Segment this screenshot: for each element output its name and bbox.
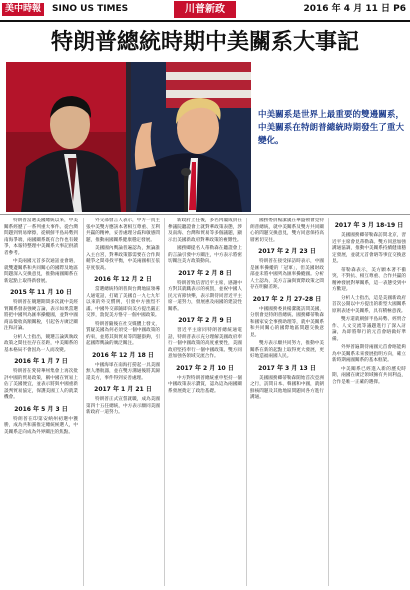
- page-headline: 特朗普總統時期中美關系大事記: [50, 29, 359, 55]
- page-number: P6: [393, 4, 406, 14]
- leaders-photo: [6, 62, 251, 212]
- entry-date-heading: 2015 年 11 月 10 日: [10, 289, 72, 296]
- article-paragraph: 特朗普當選美國總統以來，中美關系經歷了一系列重大事件。從台灣問題到貿易摩擦，從朝鮮半島局勢到南海爭端，兩國關系既有合作也有競爭，本報特整理中美關系大事記供讀者參考。: [4, 218, 78, 256]
- article-paragraph: 外界普遍期待兩國元首會晤能夠為中美關系未來發展指明方向，確立新時期兩國關系的基本框架。: [332, 345, 406, 363]
- article-paragraph: 新政府上任後，多名內閣成員在參議院聽證會上就對華政策表態，涉及南海、台灣和貿易等多個議題，顯示出美國新政府對華政策的複雜性。: [168, 218, 242, 243]
- entry-date-heading: 2017 年 2 月 9 日: [178, 317, 232, 324]
- column-divider: [83, 218, 84, 586]
- article-paragraph: 特朗普在印第安納州初選中獲勝，成為共和黨推定總統候選人，中美關系走向成為外界關注的焦點。: [4, 416, 78, 435]
- newspaper-logo: 美中時報: [2, 3, 44, 16]
- column-divider: [246, 218, 247, 586]
- article-paragraph: 特朗普正式宣誓就職，成為美國第四十五任總統，中方表示願同美國新政府一道努力。: [86, 397, 160, 415]
- entry-date-heading: 2017 年 3 月 13 日: [258, 364, 316, 372]
- article-paragraph: 外交部發言人表示，中方一貫主張中美雙方應該本著相互尊重、互利共贏的精神，妥善處理分歧和敏感問題，推動兩國關系健康穩定發展。: [86, 218, 160, 243]
- issue-date: 2016 年 4 月 11 日: [303, 4, 390, 14]
- article-paragraph: 特朗普隨後在社交媒體上發文，質疑美國為何必須受一個中國政策的約束，並將其與貿易等問題掛鉤，引起國際輿論的廣泛關注。: [86, 321, 160, 346]
- article-paragraph: 蒂勒森表示，美方願本著不衝突、不對抗、相互尊重、合作共贏的精神發展對華關系，這一表態受到中方歡迎。: [332, 267, 406, 292]
- dateline: [303, 3, 406, 16]
- article-paragraph: 分析人士指出，這是美國新政府首次公開以中方提出的新型大國關系原則表述中美關系，具有積極意義。: [332, 295, 406, 314]
- article-column-5: [332, 218, 406, 586]
- article-paragraph: 特朗普在競選期間多次就中美經貿關系發表強硬言論，表示如果當選將把中國列為匯率操縱國，並對中國商品徵收高額關稅，引起各方廣泛關注和討論。: [4, 300, 78, 331]
- column-divider: [328, 218, 329, 586]
- article-column-1: [4, 218, 78, 586]
- article-paragraph: 美國國務卿蒂勒森訪問北京，習近平主席會見蒂勒森。雙方同意加強溝通協調，推動中美關系持續健康穩定發展，並就元首會晤等事宜交換意見。: [332, 233, 406, 264]
- article-paragraph: 中國海軍在南海打撈起一具美國無人潛航器，並在雙方溝通後將其歸還美方，事件得到妥善處理。: [86, 362, 160, 381]
- entry-date-heading: 2017 年 2 月 8 日: [178, 269, 232, 277]
- entry-date-heading: 2016 年 1 月 7 日: [14, 358, 68, 365]
- column-divider: [164, 218, 165, 586]
- entry-date-heading: 2016 年 12 月 18 日: [92, 351, 154, 359]
- entry-date-heading: 2016 年 5 月 3 日: [14, 405, 68, 413]
- entry-date-heading: 2017 年 2 月 10 日: [176, 364, 234, 372]
- masthead: [0, 0, 410, 19]
- article-paragraph: 美國國內輿論普遍認為，無論誰入主白宮，對華政策都需要在合作與競爭之間尋找平衡，中美兩國相互依存度很高。: [86, 246, 160, 271]
- article-paragraph: 習近平主席同特朗普總統通電話，特朗普表示充分理解美國政府奉行一個中國政策的高度重要性，美國政府堅持奉行一個中國政策。雙方同意加強各領域交流合作。: [168, 328, 242, 359]
- article-column-4: [250, 218, 324, 586]
- article-paragraph: 國務委員楊潔篪在華盛頓會見特朗普總統，就中美關系及雙方共同關心的問題交換意見，雙方同意保持高層密切交往。: [250, 218, 324, 243]
- leaders-photo-illustration: [6, 62, 251, 212]
- article-paragraph: 特朗普在愛荷華州集會上再次批評中國的貿易政策，稱中國在貿易上佔了美國便宜，並表示將與中國重新談判貿易協定，保護美國工人的就業機會。: [4, 369, 78, 400]
- article-paragraph: 雙方表示願共同努力，推動中美關系在新的起點上取得更大發展，更好地造福兩國人民。: [250, 341, 324, 359]
- article-paragraph: 中方對特朗普總統重申堅持一個中國政策表示讚賞，認為這為兩國關系發展奠定了政治基礎。: [168, 375, 242, 394]
- entry-date-heading: 2017 年 2 月 23 日: [258, 248, 316, 255]
- article-paragraph: 中美兩國元首多次通話並會晤，就雙邊關系和共同關心的國際及地區問題深入交換意見，推動兩國關系在新起點上取得新發展。: [4, 259, 78, 284]
- article-body: [4, 218, 406, 586]
- article-paragraph: 國務卿提名人蒂勒森在聽證會上的言論引發中方關注，中方表示將密切關注美方政策動向。: [168, 246, 242, 264]
- article-paragraph: 雙方還就朝鮮半島局勢、經貿合作、人文交流等議題進行了深入討論，為即將舉行的元首會晤做好準備。: [332, 317, 406, 342]
- article-paragraph: 中國國務委員楊潔篪訪問美國，分別會見特朗普總統、國務卿蒂勒森和國家安全事務助理等，就中美關系和共同關心的國際地區問題交換意見。: [250, 306, 324, 338]
- article-paragraph: 中美關系已經進入新的歷史時期，兩國在廣泛領域擁有共同利益，合作是唯一正確的選擇。: [332, 366, 406, 385]
- article-column-2: [86, 218, 160, 586]
- article-paragraph: 當選總統特朗普與台灣地區領導人通電話，打破了美國自一九七九年以來的外交慣例，引發中方強烈不滿。中國外交部隨即向美方提出嚴正交涉，敦促美方恪守一個中國政策。: [86, 287, 160, 318]
- entry-date-heading: 2017 年 3 月 18-19 日: [334, 222, 404, 229]
- publication-name: SINO US TIMES: [52, 4, 129, 14]
- article-column-3: [168, 218, 242, 586]
- article-paragraph: 特朗普致信習近平主席，感謝中方對其就職表示的祝賀，並祝中國人民元宵節快樂，表示期待同習近平主席一道努力，發展惠及兩國的建設性關系。: [168, 280, 242, 312]
- entry-date-heading: 2017 年 1 月 21 日: [94, 386, 152, 393]
- entry-date-heading: 2017 年 2 月 27-28 日: [252, 295, 322, 303]
- masthead-rule: [0, 20, 410, 22]
- article-paragraph: 美國國務卿蒂勒森開始首次亞洲之行，訪問日本、韓國和中國，就朝鮮核問題及其他地區問題同各方進行溝通。: [250, 375, 324, 400]
- article-paragraph: 特朗普在接受採訪時表示，中國是匯率操縱的「冠軍」，但美國財政部並未將中國列為匯率操縱國。分析人士認為，美方言論與實際政策之間存在明顯差距。: [250, 259, 324, 290]
- entry-date-heading: 2016 年 12 月 2 日: [94, 276, 152, 283]
- photo-caption: 中美關系是世界上最重要的雙邊關系，中美關系在特朗普總統時期發生了重大變化。: [258, 110, 404, 146]
- content-rule: [0, 214, 410, 215]
- section-label: 川普新政: [174, 1, 236, 18]
- article-paragraph: 分析人士指出，競選言論與執政政策之間往往存在差距，中美關系的基本格局不會因為一人而改變。: [4, 334, 78, 353]
